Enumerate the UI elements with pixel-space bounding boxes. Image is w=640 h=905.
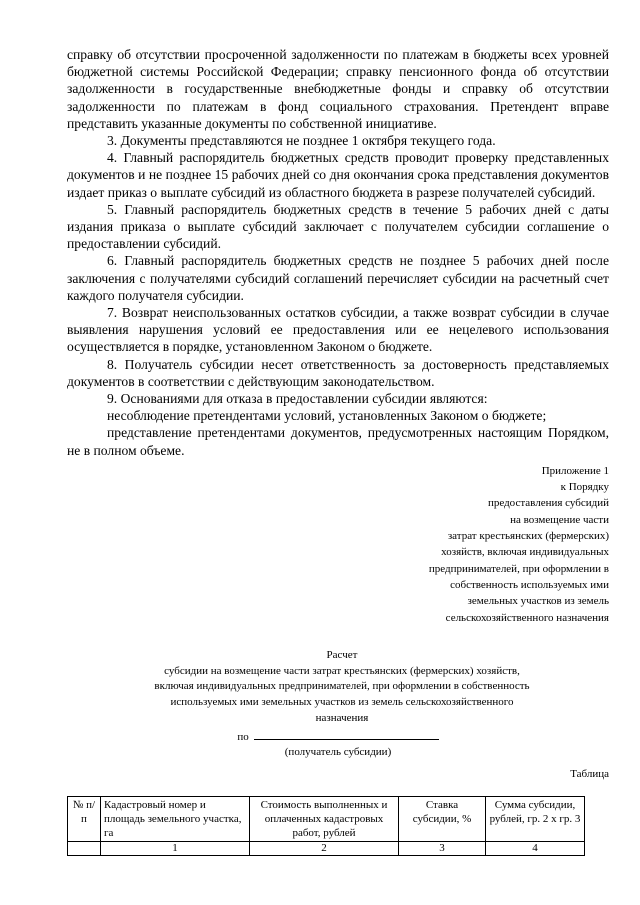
table-cell: 3 [399, 842, 486, 856]
table-cell: 2 [250, 842, 399, 856]
paragraph-6: 6. Главный распорядитель бюджетных средств не позднее 5 рабочих дней после заключения с получателями субсидий соглашений перечисляет субсидии на расчетный счет каждого получателя субсидии. [67, 253, 609, 303]
col-header-cadastral: Кадастровый номер и площадь земельного участка, га [101, 796, 250, 842]
refusal-reason-2: представление претендентами документов, предусмотренных настоящим Порядком, не в полном объеме. [67, 425, 609, 458]
recipient-caption: (получатель субсидии) [284, 745, 392, 758]
calculation-subtitle-line: назначения [315, 712, 369, 725]
table-cell [68, 842, 101, 856]
appendix-header [67, 463, 609, 626]
recipient-blank-line [254, 729, 439, 740]
table-cell: 1 [101, 842, 250, 856]
appendix-line: собственность используемых ими [450, 578, 609, 591]
calculation-subtitle-line: используемых ими земельных участков из земель сельскохозяйственного [170, 696, 514, 709]
col-header-number: № п/п [68, 796, 101, 842]
appendix-line: на возмещение части [510, 513, 609, 526]
appendix-line: сельскохозяйственного назначения [445, 611, 609, 624]
paragraph-9: 9. Основаниями для отказа в предоставлении субсидии являются: [107, 391, 488, 407]
calculation-subtitle-line: включая индивидуальных предпринимателей, при оформлении в собственность [154, 680, 530, 693]
recipient-field [67, 729, 609, 760]
table-header-row [68, 796, 585, 842]
regulation-text [67, 46, 609, 459]
paragraph-8: 8. Получатель субсидии несет ответственность за достоверность представляемых документов в соответствии с действующим законодательством. [67, 356, 609, 389]
appendix-line: предоставления субсидий [487, 497, 609, 510]
table-column-numbers-row [68, 842, 585, 856]
appendix-line: Приложение 1 [541, 464, 609, 477]
appendix-line: хозяйств, включая индивидуальных [441, 546, 609, 559]
calculation-title: Расчет [326, 648, 358, 661]
appendix-line: к Порядку [560, 481, 609, 494]
paragraph-5: 5. Главный распорядитель бюджетных средств в течение 5 рабочих дней с даты издания приказа о выплате субсидий заключает с получателем субсидии соглашение о предоставлении субсидий. [67, 201, 609, 252]
appendix-line: земельных участков из земель [467, 595, 609, 608]
col-header-cost: Стоимость выполненных и оплаченных кадастровых работ, рублей [250, 796, 399, 842]
paragraph-7: 7. Возврат неиспользованных остатков субсидии, а также возврат субсидии в случае выявления нарушения условий ее предоставления или ее нецелевого использования осуществляется в порядке, установленном Законом о бюджете. [67, 305, 609, 355]
refusal-reason-1: несоблюдение претендентами условий, установленных Законом о бюджете; [107, 408, 547, 424]
paragraph-documents-list: справку об отсутствии просроченной задолженности по платежам в бюджеты всех уровней бюджетной системы Российской Федерации; справку пенсионного фонда об отсутствии задолженности в государственные внебюджетные фонды и справку об отсутствии задолженности по платежам в фонд социального страхования. Претендент вправе представить указанные документы по собственной инициативе. [67, 47, 609, 131]
appendix-line: предпринимателей, при оформлении в [428, 562, 609, 575]
calculation-table [67, 796, 585, 857]
calculation-title-block [67, 648, 609, 727]
table-cell: 4 [486, 842, 585, 856]
col-header-rate: Ставка субсидии, % [399, 796, 486, 842]
paragraph-4: 4. Главный распорядитель бюджетных средств проводит проверку представленных документов и не позднее 15 рабочих дней со дня окончания срока представления документов издает приказ о выплате субсидий из областного бюджета в разрезе получателей субсидий. [67, 150, 609, 200]
table-label: Таблица [570, 767, 609, 780]
col-header-amount: Сумма субсидии, рублей, гр. 2 x гр. 3 [486, 796, 585, 842]
paragraph-3: 3. Документы представляются не позднее 1 октября текущего года. [107, 133, 496, 149]
calculation-subtitle-line: субсидии на возмещение части затрат крестьянских (фермерских) хозяйств, [164, 664, 520, 677]
appendix-line: затрат крестьянских (фермерских) [447, 530, 609, 543]
recipient-prefix: по [237, 730, 249, 743]
